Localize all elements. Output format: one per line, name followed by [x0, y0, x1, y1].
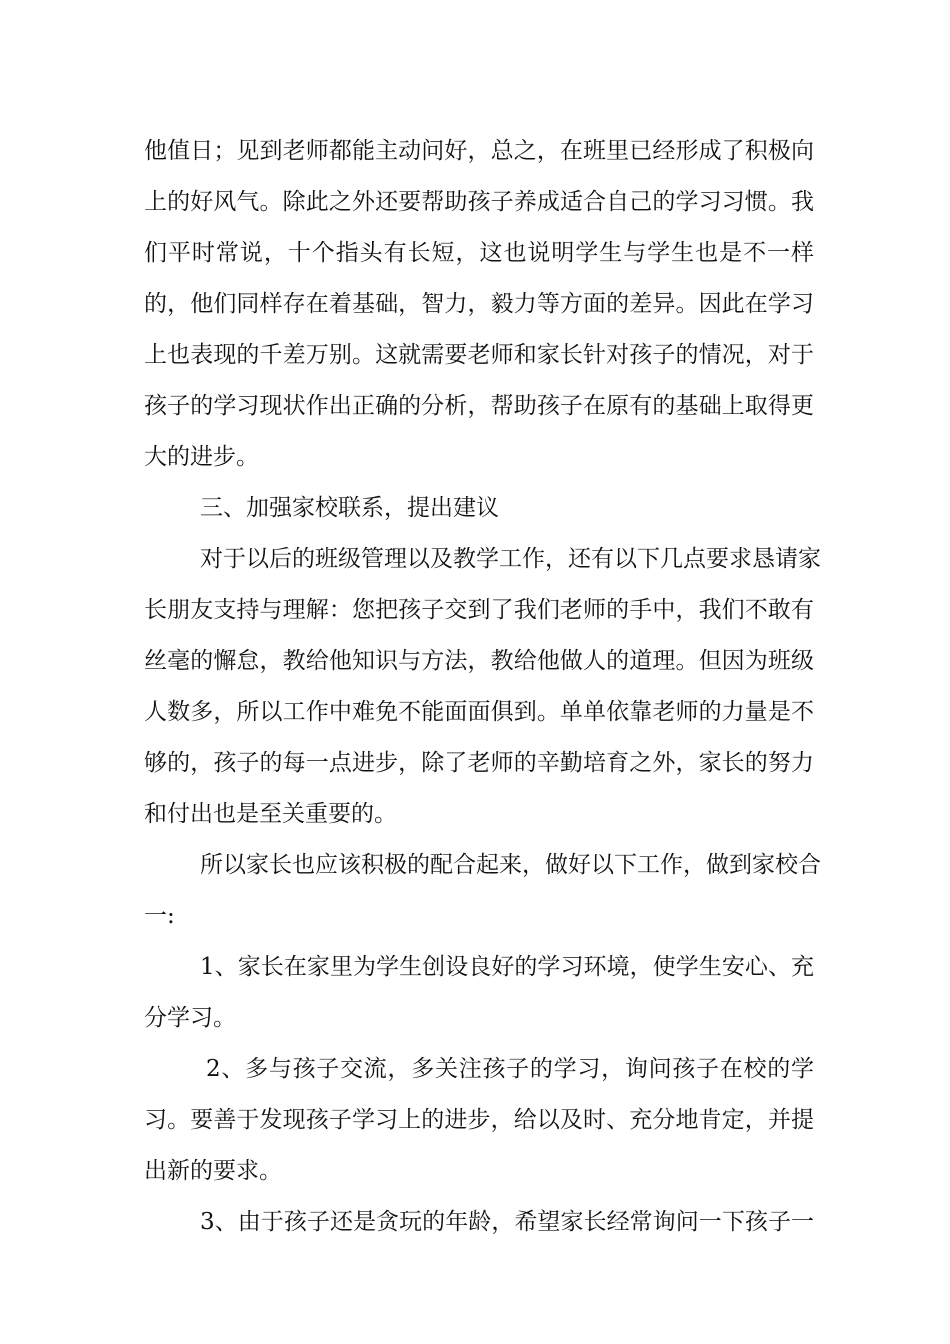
- paragraph-line: 们平时常说，十个指头有长短，这也说明学生与学生也是不一样: [144, 240, 814, 266]
- paragraph-line: 所以家长也应该积极的配合起来，做好以下工作，做到家校合: [200, 852, 821, 878]
- paragraph-line: 对于以后的班级管理以及教学工作，还有以下几点要求恳请家: [200, 546, 821, 572]
- paragraph-line: 出新的要求。: [144, 1158, 282, 1184]
- paragraph-line: 习。要善于发现孩子学习上的进步，给以及时、充分地肯定，并提: [144, 1107, 814, 1133]
- paragraph-line: 大的进步。: [144, 444, 259, 470]
- paragraph-line: 他值日；见到老师都能主动问好，总之，在班里已经形成了积极向: [144, 138, 814, 164]
- paragraph-line: 够的，孩子的每一点进步，除了老师的辛勤培育之外，家长的努力: [144, 750, 814, 776]
- paragraph-line: 上的好风气。除此之外还要帮助孩子养成适合自己的学习习惯。我: [144, 189, 814, 215]
- list-item-1: 1、家长在家里为学生创设良好的学习环境，使学生安心、充: [200, 954, 814, 980]
- paragraph-line: 孩子的学习现状作出正确的分析，帮助孩子在原有的基础上取得更: [144, 393, 814, 419]
- section-heading: 三、加强家校联系，提出建议: [200, 495, 499, 521]
- paragraph-line: 分学习。: [144, 1005, 236, 1031]
- paragraph-line: 上也表现的千差万别。这就需要老师和家长针对孩子的情况，对于: [144, 342, 814, 368]
- paragraph-line: 人数多，所以工作中难免不能面面俱到。单单依靠老师的力量是不: [144, 699, 814, 725]
- paragraph-line: 和付出也是至关重要的。: [144, 801, 397, 827]
- list-item-3: 3、由于孩子还是贪玩的年龄，希望家长经常询问一下孩子一: [200, 1209, 814, 1235]
- list-item-2: 2、多与孩子交流，多关注孩子的学习，询问孩子在校的学: [206, 1056, 814, 1082]
- paragraph-line: 一:: [144, 903, 175, 929]
- paragraph-line: 的，他们同样存在着基础，智力，毅力等方面的差异。因此在学习: [144, 291, 814, 317]
- paragraph-line: 丝毫的懈怠，教给他知识与方法，教给他做人的道理。但因为班级: [144, 648, 814, 674]
- paragraph-line: 长朋友支持与理解：您把孩子交到了我们老师的手中，我们不敢有: [144, 597, 814, 623]
